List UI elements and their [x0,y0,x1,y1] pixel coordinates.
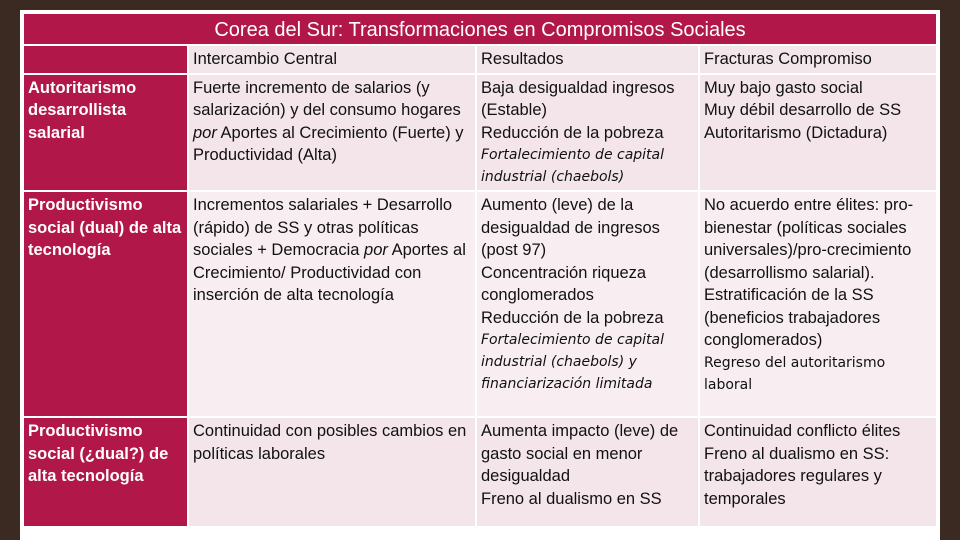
resultado-italic-note: Fortalecimiento de capital industrial (chaebols) y financiarización limitada [481,332,665,392]
resultado-text: Concentración riqueza conglomerados [481,263,647,304]
header-corner-cell [23,45,188,74]
intercambio-cell: Incrementos salariales + Desarrollo (rápido) de SS y otras políticas sociales + Democracia por Aportes al Crecimiento/ Productividad con inserción de alta tecnología [188,191,476,417]
resultado-text: Freno al dualismo en SS [481,489,662,508]
resultado-text: Baja desigualdad ingresos (Estable) [481,78,675,119]
resultado-italic-note: Fortalecimiento de capital industrial (chaebols) [481,147,665,185]
resultado-text: Reducción de la pobreza [481,123,664,142]
row-label: Productivismo social (¿dual?) de alta tecnología [23,417,188,527]
header-resultados: Resultados [476,45,699,74]
row-label: Autoritarismo desarrollista salarial [23,74,188,192]
fractura-text: Muy débil desarrollo de SS [704,101,902,119]
fractura-note: Regreso del autoritarismo laboral [704,354,886,393]
intercambio-cell: Fuerte incremento de salarios (y salarización) y del consumo hogares por Aportes al Crecimiento (Fuerte) y Productividad (Alta) [188,74,476,192]
fractura-text: Autoritarismo (Dictadura) [704,123,888,142]
fracturas-cell [699,417,937,527]
header-intercambio: Intercambio Central [188,45,476,74]
table-row [23,191,937,417]
fractura-text: Continuidad conflicto élites [704,422,901,440]
table-row [23,74,937,192]
header-fracturas: Fracturas Compromiso [699,45,937,74]
resultados-cell [476,191,699,417]
fractura-text: Freno al dualismo en SS: trabajadores regulares y temporales [704,444,890,508]
table-row [23,417,937,527]
fracturas-cell [699,191,937,417]
resultado-text: Reducción de la pobreza [481,308,664,327]
intercambio-cell: Continuidad con posibles cambios en políticas laborales [188,417,476,527]
fractura-text: Muy bajo gasto social [704,78,863,97]
resultados-cell [476,74,699,192]
header-row [23,45,937,74]
fracturas-cell [699,74,937,192]
resultado-text: Aumenta impacto (leve) de gasto social en menor desigualdad [481,422,679,485]
resultado-text: Aumento (leve) de la desigualdad de ingresos (post 97) [481,196,660,259]
social-compromise-table [22,12,938,528]
row-label: Productivismo social (dual) de alta tecnología [23,191,188,417]
title-row [23,13,937,45]
table-title: Corea del Sur: Transformaciones en Compromisos Sociales [23,13,937,45]
resultados-cell [476,417,699,527]
fractura-text: No acuerdo entre élites: pro-bienestar (políticas sociales universales)/pro-crecimiento (desarrollismo salarial). Estratificación de la SS (beneficios trabajadores conglomerados) [704,196,914,349]
